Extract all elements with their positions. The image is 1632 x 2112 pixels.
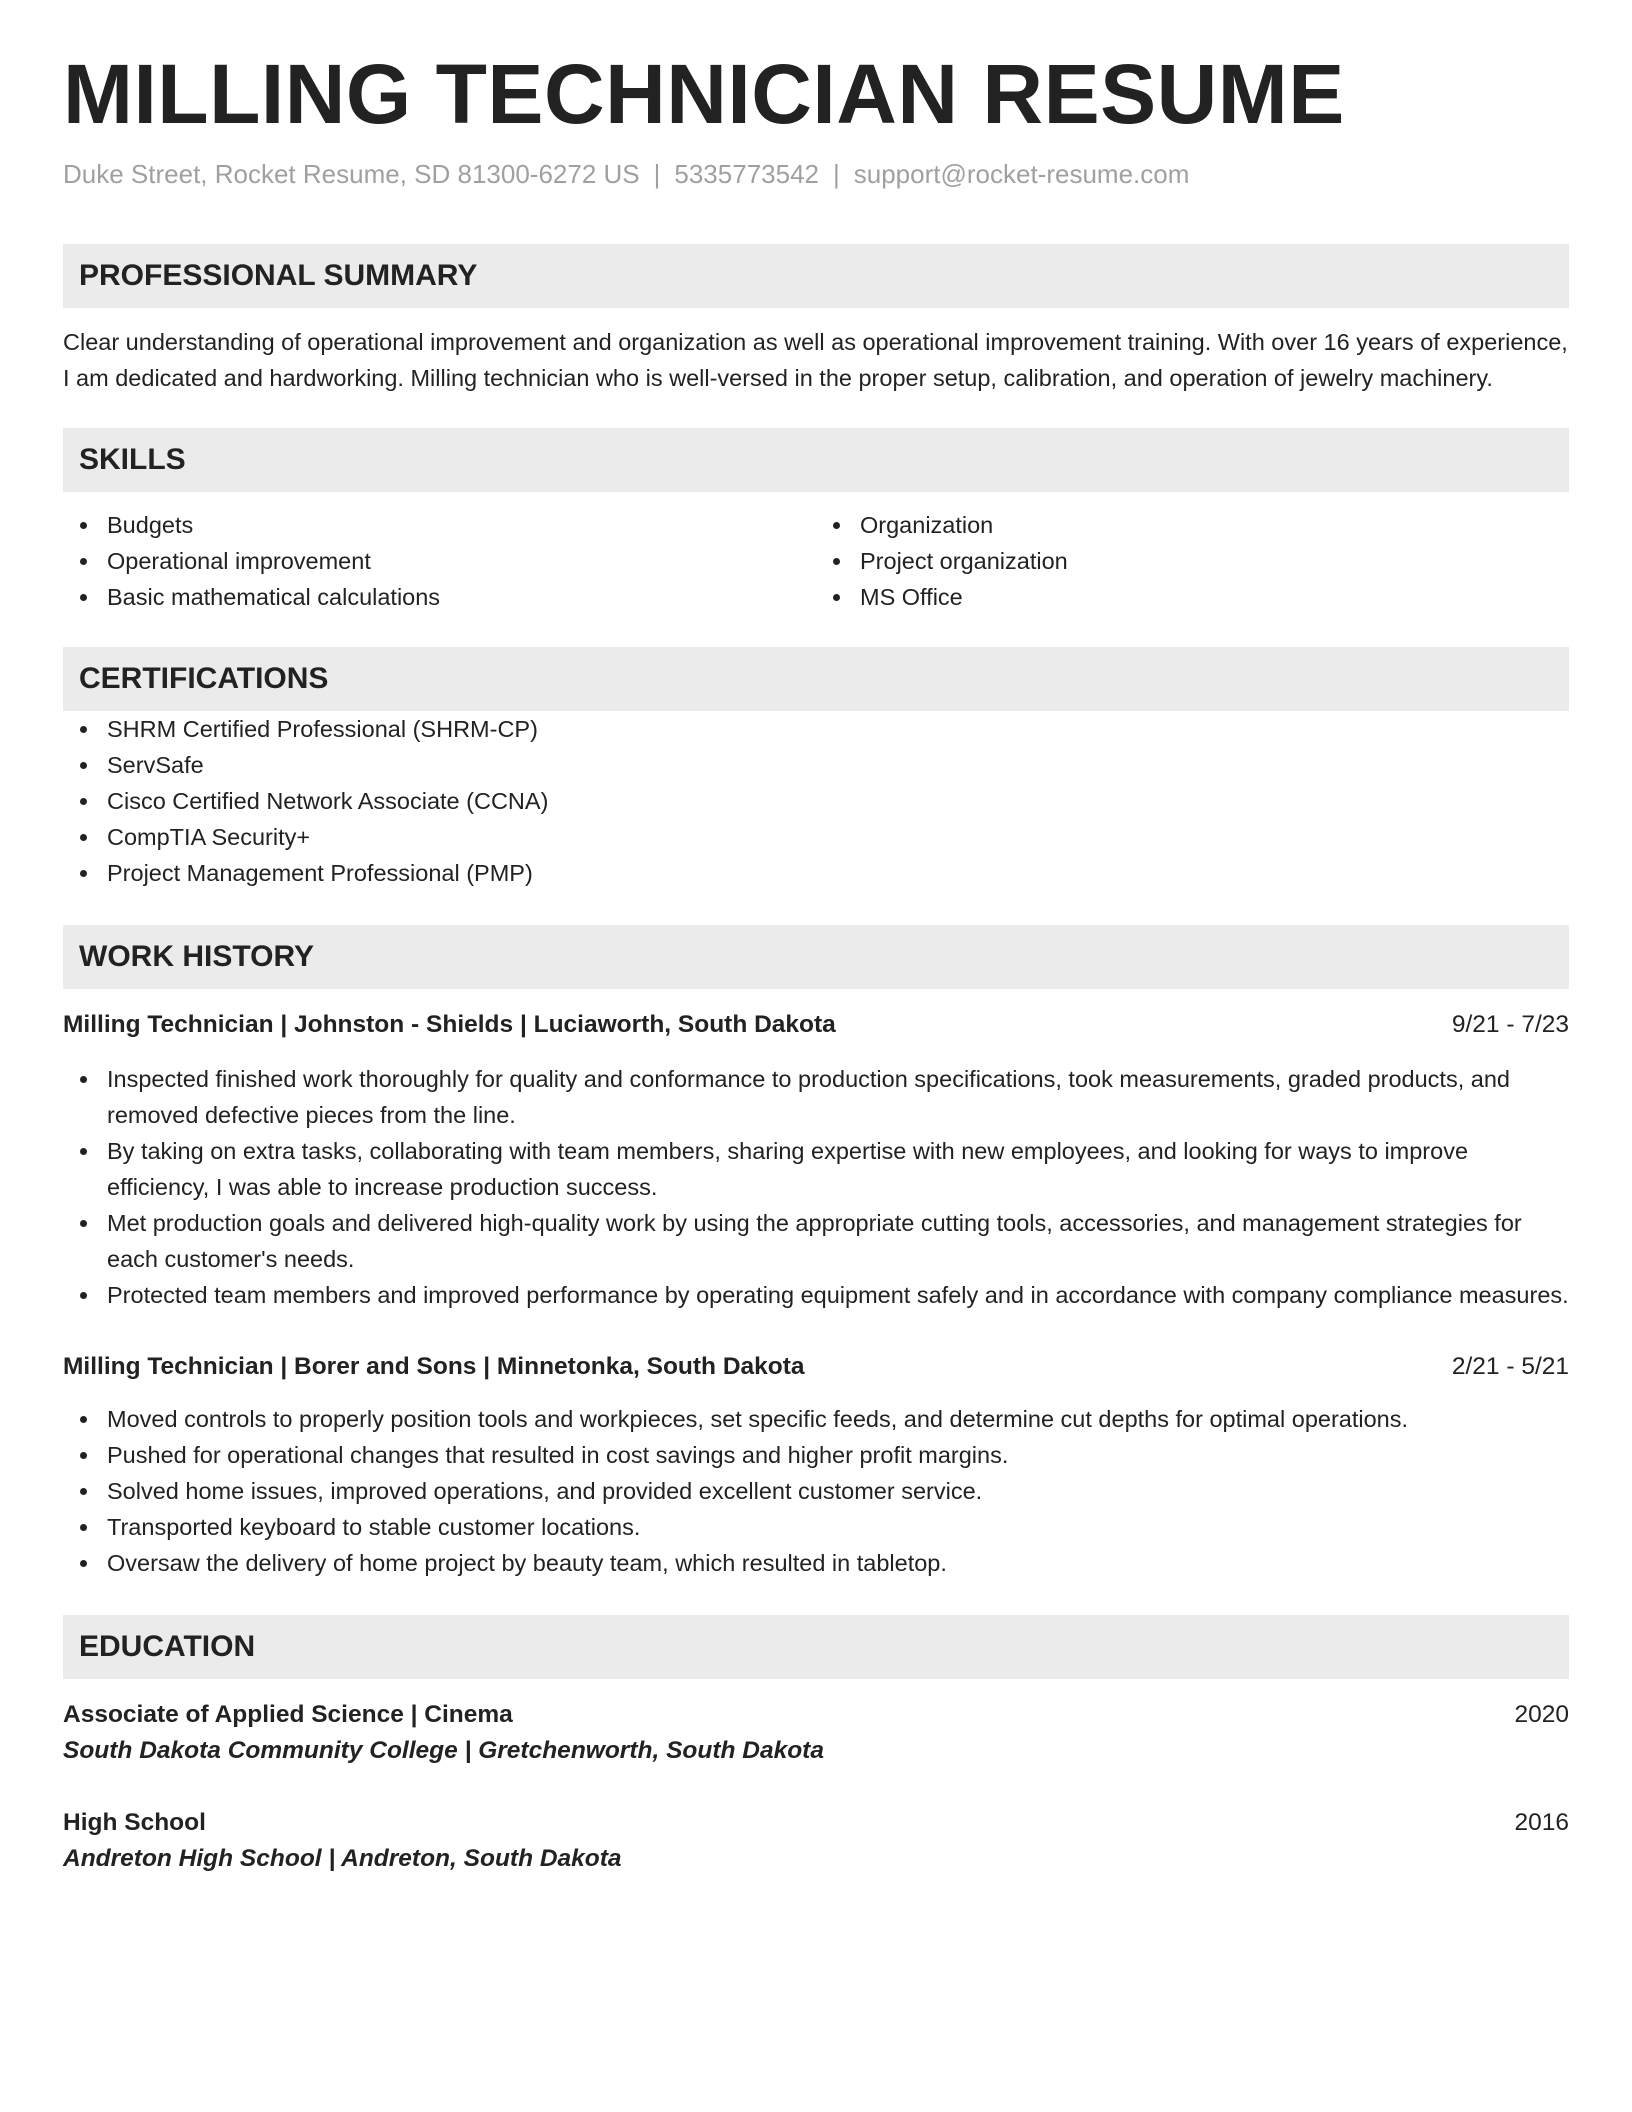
- education-entry: [63, 1805, 1569, 1877]
- resume-title: MILLING TECHNICIAN RESUME: [63, 47, 1345, 141]
- contact-separator: |: [833, 159, 840, 190]
- skill-item: Operational improvement: [63, 543, 816, 579]
- education-year: 2020: [1514, 1701, 1569, 1729]
- skills-header: SKILLS: [63, 428, 1569, 492]
- certifications-header: CERTIFICATIONS: [63, 647, 1569, 711]
- skill-item: Basic mathematical calculations: [63, 579, 816, 615]
- job-heading: Milling Technician | Borer and Sons | Minnetonka, South Dakota: [63, 1353, 805, 1381]
- job-bullet: Protected team members and improved performance by operating equipment safely and in accordance with company compliance measures.: [63, 1277, 1569, 1313]
- job-heading: Milling Technician | Johnston - Shields | Luciaworth, South Dakota: [63, 1011, 836, 1039]
- skills-column-right: [816, 507, 1569, 615]
- contact-email[interactable]: support@rocket-resume.com: [853, 159, 1190, 190]
- job-heading-row: [63, 1007, 1569, 1043]
- job-entry: [63, 1007, 1569, 1313]
- skill-item: Budgets: [63, 507, 816, 543]
- contact-separator: |: [653, 159, 661, 190]
- work-history-header: WORK HISTORY: [63, 925, 1569, 989]
- education-header: EDUCATION: [63, 1615, 1569, 1679]
- education-heading-row: [63, 1697, 1569, 1733]
- skills-column-left: [63, 507, 816, 615]
- contact-address: Duke Street, Rocket Resume, SD 81300-6272 US: [63, 159, 640, 190]
- education-degree: Associate of Applied Science | Cinema: [63, 1701, 513, 1729]
- contact-phone: 5335773542: [674, 159, 819, 190]
- job-entry: [63, 1349, 1569, 1581]
- skill-item: MS Office: [816, 579, 1569, 615]
- job-bullet: Inspected finished work thoroughly for quality and conformance to production specifications, took measurements, graded products, and removed defective pieces from the line.: [63, 1061, 1569, 1133]
- education-entry: [63, 1697, 1569, 1769]
- skill-item: Project organization: [816, 543, 1569, 579]
- skills-list-left: [63, 507, 816, 615]
- job-bullet: Oversaw the delivery of home project by beauty team, which resulted in tabletop.: [63, 1545, 1569, 1581]
- job-dates: 9/21 - 7/23: [1451, 1011, 1569, 1039]
- certification-item: ServSafe: [63, 747, 1569, 783]
- job-bullet: By taking on extra tasks, collaborating with team members, sharing expertise with new employees, and looking for ways to improve efficiency, I was able to increase production success.: [63, 1133, 1569, 1205]
- summary-header: PROFESSIONAL SUMMARY: [63, 244, 1569, 308]
- certification-item: SHRM Certified Professional (SHRM-CP): [63, 711, 1569, 747]
- skills-grid: [63, 507, 1569, 615]
- contact-line: [63, 158, 1569, 192]
- education-school: Andreton High School | Andreton, South Dakota: [63, 1845, 622, 1873]
- skills-list-right: [816, 507, 1569, 615]
- summary-text: Clear understanding of operational improvement and organization as well as operational improvement training. With over 16 years of experience, I am dedicated and hardworking. Milling technician who is well-versed in the proper setup, calibration, and operation of jewelry machinery.: [63, 329, 1568, 392]
- education-degree: High School: [63, 1809, 206, 1837]
- job-bullet: Moved controls to properly position tools and workpieces, set specific feeds, and determine cut depths for optimal operations.: [63, 1401, 1569, 1437]
- job-bullet: Met production goals and delivered high-quality work by using the appropriate cutting tools, accessories, and management strategies for each customer's needs.: [63, 1205, 1569, 1277]
- certification-item: CompTIA Security+: [63, 819, 1569, 855]
- education-school: South Dakota Community College | Gretchenworth, South Dakota: [63, 1737, 824, 1765]
- education-heading-row: [63, 1805, 1569, 1841]
- certification-item: Cisco Certified Network Associate (CCNA): [63, 783, 1569, 819]
- job-bullets: [63, 1401, 1569, 1581]
- certification-item: Project Management Professional (PMP): [63, 855, 1569, 891]
- skill-item: Organization: [816, 507, 1569, 543]
- work-history-section: [63, 925, 1569, 1581]
- certifications-section: [63, 647, 1569, 891]
- job-dates: 2/21 - 5/21: [1451, 1353, 1569, 1381]
- job-bullet: Pushed for operational changes that resulted in cost savings and higher profit margins.: [63, 1437, 1569, 1473]
- summary-section: [63, 244, 1569, 396]
- skills-section: [63, 428, 1569, 615]
- certifications-list: [63, 711, 1569, 891]
- job-heading-row: [63, 1349, 1569, 1385]
- job-bullets: [63, 1061, 1569, 1313]
- job-bullet: Transported keyboard to stable customer locations.: [63, 1509, 1569, 1545]
- job-bullet: Solved home issues, improved operations, and provided excellent customer service.: [63, 1473, 1569, 1509]
- education-year: 2016: [1514, 1809, 1569, 1837]
- education-section: [63, 1615, 1569, 1877]
